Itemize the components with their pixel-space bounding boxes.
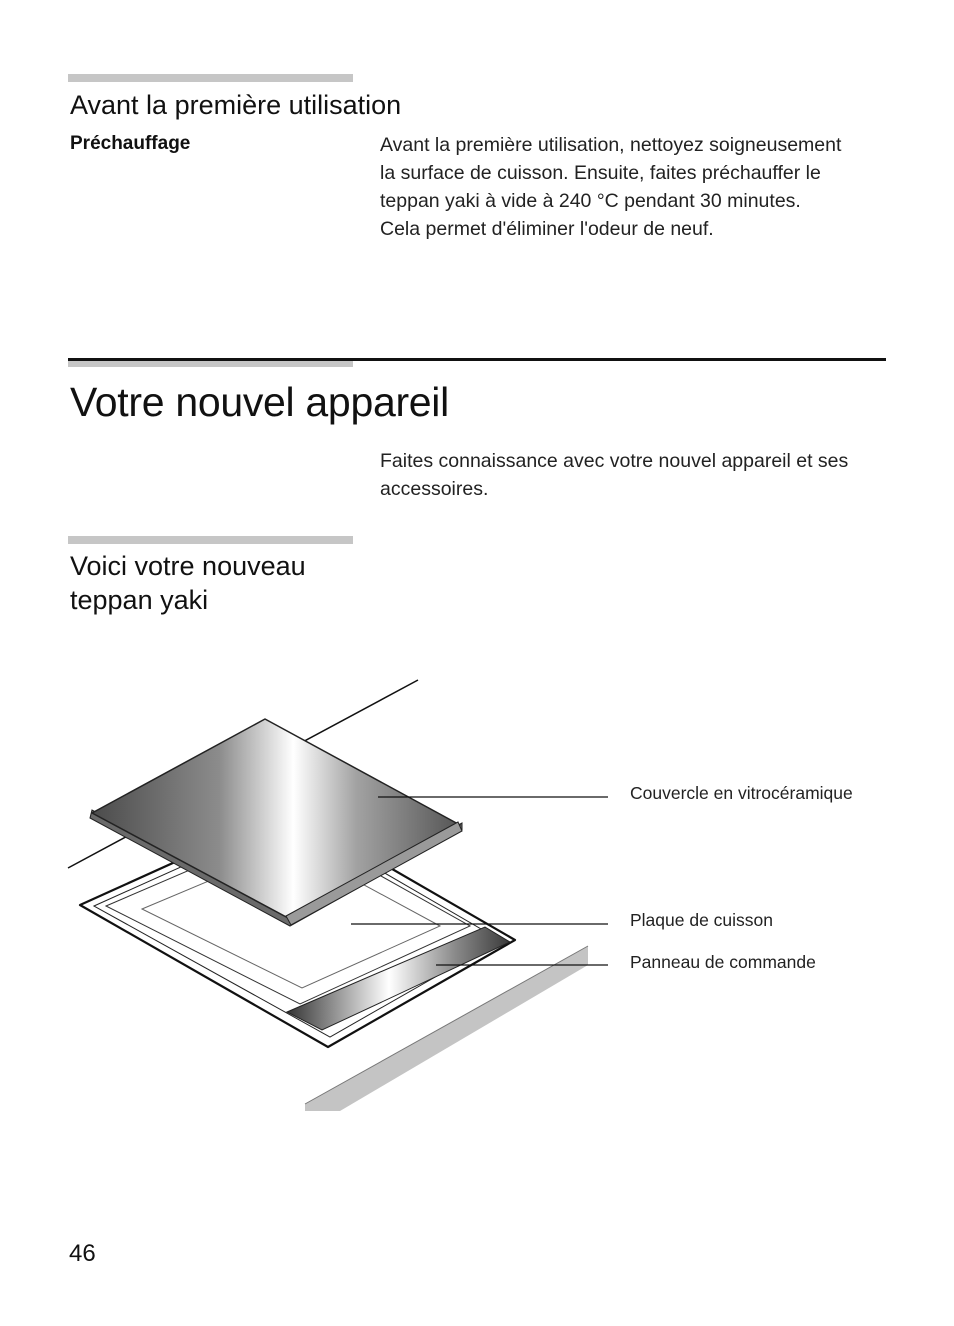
paragraph-line: teppan yaki à vide à 240 °C pendant 30 minutes. [380,190,801,212]
section-heading: Avant la première utilisation [70,90,402,120]
paragraph-line: accessoires. [380,478,489,500]
section-heading-line: teppan yaki [70,585,209,615]
chapter-title: Votre nouvel appareil [70,379,449,425]
callout-label-panel: Panneau de commande [630,952,816,972]
callout-label-plate: Plaque de cuisson [630,910,774,930]
page-number: 46 [69,1240,96,1267]
paragraph-line: Avant la première utilisation, nettoyez soigneusement [380,134,842,156]
paragraph-line: Cela permet d'éliminer l'odeur de neuf. [380,218,714,240]
callout-label-lid: Couvercle en vitrocéramique [630,783,853,803]
section-heading-line: Voici votre nouveau [70,551,306,581]
paragraph-line: la surface de cuisson. Ensuite, faites préchauffer le [380,162,821,184]
side-label: Préchauffage [70,133,191,154]
paragraph-line: Faites connaissance avec votre nouvel appareil et ses [380,450,849,472]
